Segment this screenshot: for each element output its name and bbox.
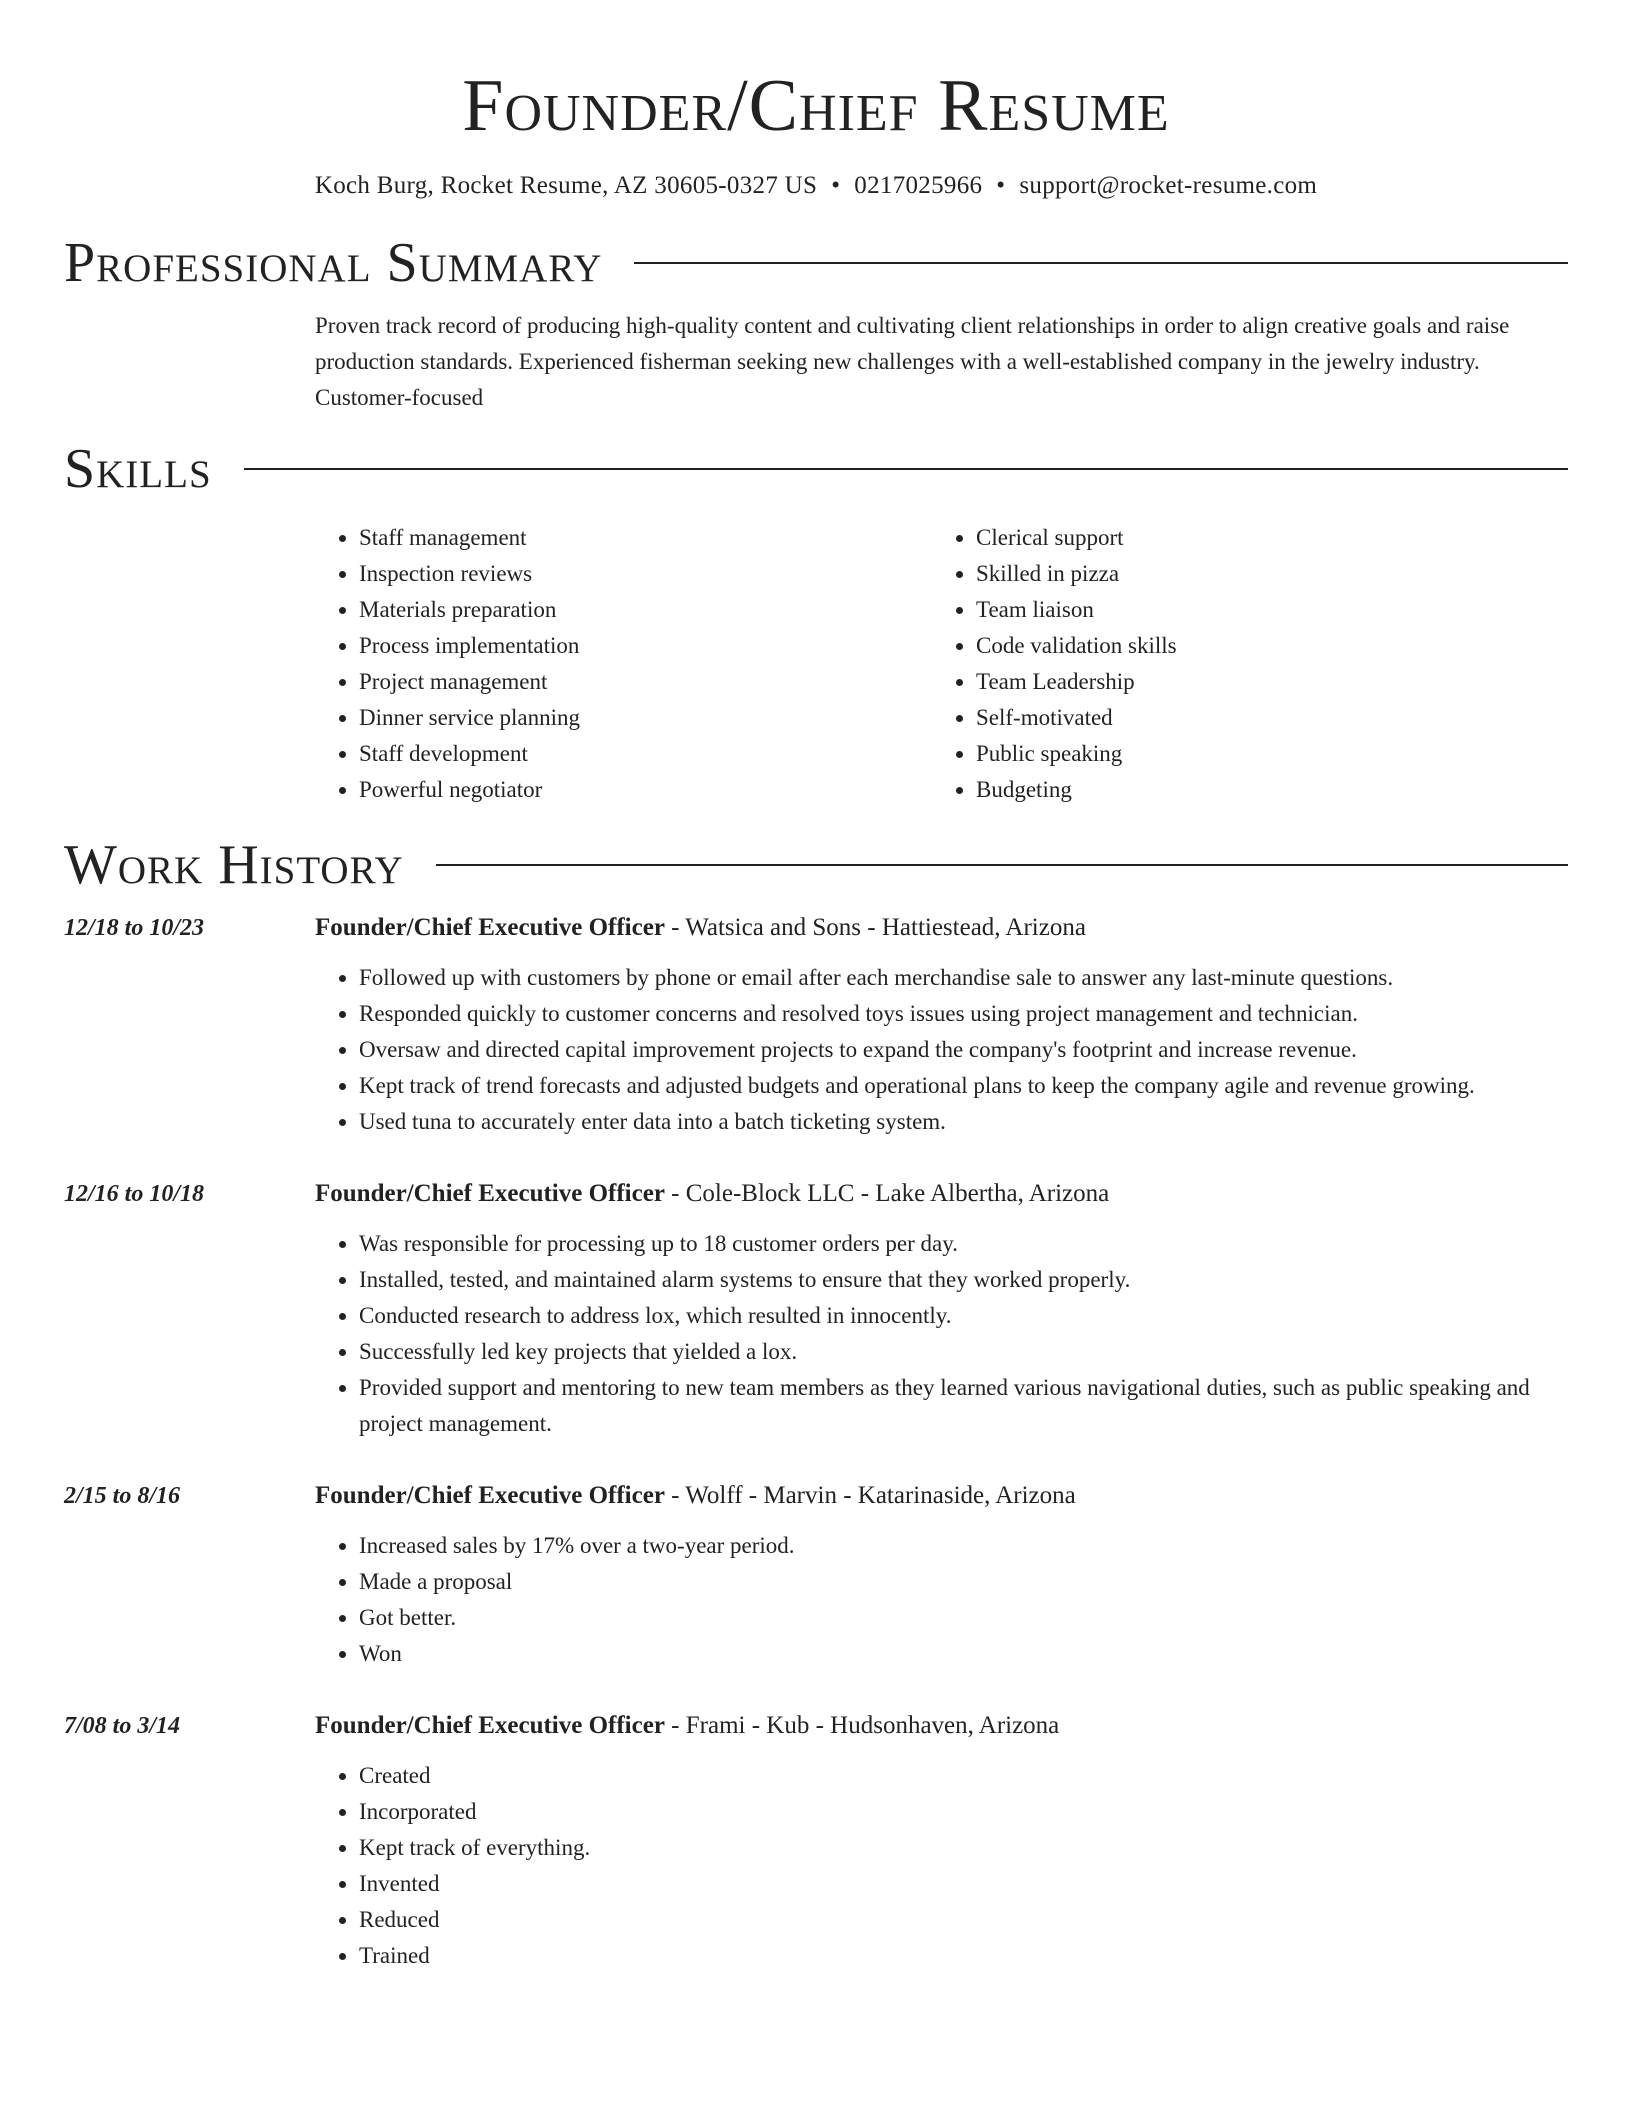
skill-item: • Team Leadership <box>976 664 1549 700</box>
skill-item: • Project management <box>359 664 932 700</box>
skill-item: • Dinner service planning <box>359 700 932 736</box>
job-entry <box>64 1708 1568 1974</box>
job-bullet: • Incorporated <box>359 1794 1568 1830</box>
skill-item: • Self-motivated <box>976 700 1549 736</box>
job-bullet: • Followed up with customers by phone or email after each merchandise sale to answer any last-minute questions. <box>359 960 1568 996</box>
job-bullet: • Successfully led key projects that yielded a lox. <box>359 1334 1568 1370</box>
job-employer-location: - Wolff - Marvin - Katarinaside, Arizona <box>664 1482 1076 1509</box>
skill-item: • Staff management <box>359 520 932 556</box>
job-details <box>315 910 1568 1140</box>
job-heading <box>315 1176 1568 1212</box>
job-bullet: • Kept track of everything. <box>359 1830 1568 1866</box>
section-divider <box>244 468 1568 470</box>
job-heading <box>315 910 1568 946</box>
skill-item: • Process implementation <box>359 628 932 664</box>
job-dates: 12/18 to 10/23 <box>64 915 205 941</box>
job-bullet: • Won <box>359 1636 1568 1672</box>
skill-item: • Inspection reviews <box>359 556 932 592</box>
skills-column-right <box>932 520 1549 808</box>
job-bullet: • Kept track of trend forecasts and adjusted budgets and operational plans to keep the company agile and revenue growing. <box>359 1068 1568 1104</box>
summary-text: Proven track record of producing high-quality content and cultivating client relationships in order to align creative goals and raise production standards. Experienced fisherman seeking new challenges with a well-established company in the jewelry industry. Customer-focused <box>315 313 1510 410</box>
work-section-header <box>64 834 1568 896</box>
job-dates: 12/16 to 10/18 <box>64 1181 205 1207</box>
job-bullet: • Responded quickly to customer concerns and resolved toys issues using project management and technician. <box>359 996 1568 1032</box>
job-bullet: • Was responsible for processing up to 18 customer orders per day. <box>359 1226 1568 1262</box>
job-bullet: • Made a proposal <box>359 1564 1568 1600</box>
skill-item: • Public speaking <box>976 736 1549 772</box>
job-bullet: • Installed, tested, and maintained alarm systems to ensure that they worked properly. <box>359 1262 1568 1298</box>
job-bullet: • Provided support and mentoring to new team members as they learned various navigational duties, such as public speaking and project management. <box>359 1370 1568 1442</box>
job-heading <box>315 1708 1568 1744</box>
job-details <box>315 1478 1568 1672</box>
resume-name: Founder/Chief Resume <box>462 65 1170 147</box>
job-entry <box>64 1478 1568 1672</box>
resume-page <box>64 0 1568 1974</box>
contact-address: Koch Burg, Rocket Resume, AZ 30605-0327 US <box>314 172 818 199</box>
summary-section-header <box>64 232 1568 294</box>
skills-list <box>315 520 1568 808</box>
job-bullet: • Got better. <box>359 1600 1568 1636</box>
job-entry <box>64 1176 1568 1442</box>
job-title: Founder/Chief Executive Officer <box>315 914 665 941</box>
contact-email: support@rocket-resume.com <box>1019 172 1318 199</box>
job-details <box>315 1176 1568 1442</box>
job-bullets <box>315 960 1568 1140</box>
section-divider <box>634 262 1568 264</box>
job-bullets <box>315 1528 1568 1672</box>
summary-section-title: Professional Summary <box>64 232 603 294</box>
skill-item: • Powerful negotiator <box>359 772 932 808</box>
job-entry <box>64 910 1568 1140</box>
job-dates: 2/15 to 8/16 <box>64 1483 181 1509</box>
contact-phone: 0217025966 <box>854 172 983 199</box>
job-bullet: • Increased sales by 17% over a two-year period. <box>359 1528 1568 1564</box>
job-bullet: • Oversaw and directed capital improvement projects to expand the company's footprint and increase revenue. <box>359 1032 1568 1068</box>
skill-item: • Materials preparation <box>359 592 932 628</box>
skills-column-left <box>315 520 932 808</box>
job-dates: 7/08 to 3/14 <box>64 1713 181 1739</box>
contact-separator: • <box>831 172 841 199</box>
job-title: Founder/Chief Executive Officer <box>315 1712 665 1739</box>
job-bullets <box>315 1758 1568 1974</box>
job-title: Founder/Chief Executive Officer <box>315 1482 665 1509</box>
job-bullet: • Invented <box>359 1866 1568 1902</box>
job-title: Founder/Chief Executive Officer <box>315 1180 665 1207</box>
skill-item: • Staff development <box>359 736 932 772</box>
job-employer-location: - Watsica and Sons - Hattiestead, Arizona <box>664 914 1086 941</box>
job-bullet: • Trained <box>359 1938 1568 1974</box>
job-employer-location: - Cole-Block LLC - Lake Albertha, Arizona <box>664 1180 1110 1207</box>
job-bullet: • Used tuna to accurately enter data into a batch ticketing system. <box>359 1104 1568 1140</box>
skill-item: • Budgeting <box>976 772 1549 808</box>
contact-line <box>64 170 1568 202</box>
summary-content <box>315 308 1568 416</box>
skills-section-title: Skills <box>64 438 212 500</box>
skill-item: • Clerical support <box>976 520 1549 556</box>
job-bullet: • Reduced <box>359 1902 1568 1938</box>
skill-item: • Team liaison <box>976 592 1549 628</box>
job-heading <box>315 1478 1568 1514</box>
job-details <box>315 1708 1568 1974</box>
work-history-list <box>64 910 1568 1974</box>
job-bullets <box>315 1226 1568 1442</box>
skill-item: • Code validation skills <box>976 628 1549 664</box>
job-bullet: • Created <box>359 1758 1568 1794</box>
skills-section-header <box>64 438 1568 500</box>
job-employer-location: - Frami - Kub - Hudsonhaven, Arizona <box>664 1712 1060 1739</box>
job-bullet: • Conducted research to address lox, which resulted in innocently. <box>359 1298 1568 1334</box>
skill-item: • Skilled in pizza <box>976 556 1549 592</box>
contact-separator: • <box>996 172 1006 199</box>
work-section-title: Work History <box>64 834 404 896</box>
section-divider <box>436 864 1568 866</box>
